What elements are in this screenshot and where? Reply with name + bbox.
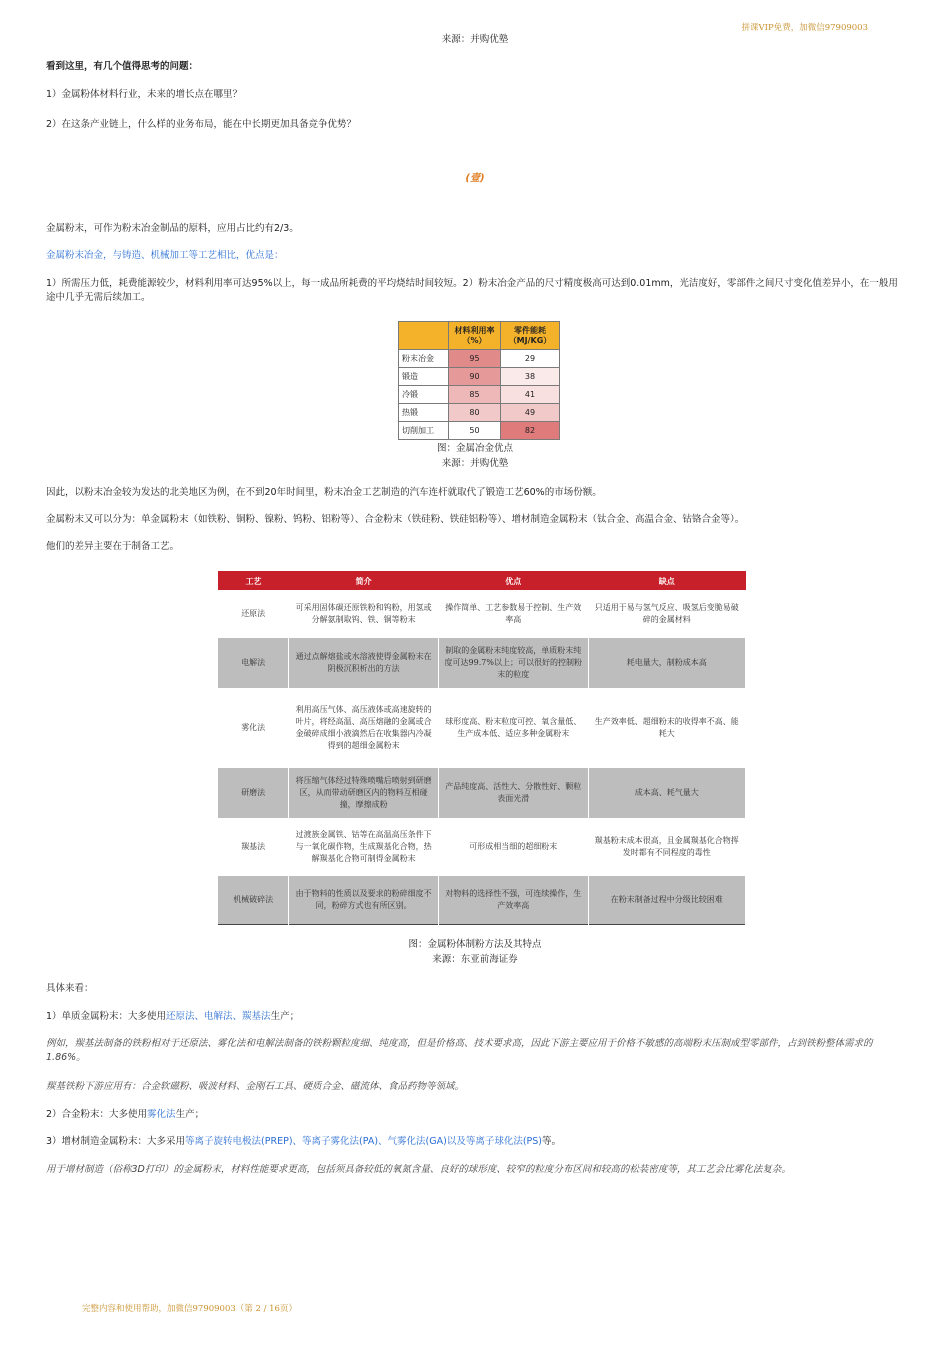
table2-cell-cons: 只适用于易与氢气反应、吸氢后变脆易破碎的金属材料 (588, 590, 745, 638)
table2-cell-pros: 产品纯度高、活性大、分散性好、颗粒表面光滑 (438, 768, 588, 818)
table2-header-cons: 缺点 (588, 571, 745, 590)
table1-cell-energy: 41 (501, 386, 560, 404)
questions-heading: 看到这里，有几个值得思考的问题： (46, 61, 199, 72)
figure-caption-2: 图：金属粉体制粉方法及其特点 (408, 939, 542, 950)
table1-row (399, 368, 560, 386)
table1-cell-name: 锻造 (399, 368, 449, 386)
single-metal-methods-link[interactable]: 还原法、电解法、羰基法 (166, 1011, 271, 1022)
table2-cell-intro: 将压缩气体经过特殊喷嘴后喷射到研磨区，从而带动研磨区内的物料互相碰撞，摩擦成粉 (289, 768, 439, 818)
top-watermark: 拼课VIP免费，加微信97909003 (741, 23, 868, 33)
question-1: 1）金属粉体材料行业，未来的增长点在哪里？ (46, 89, 243, 100)
alloy-text: 2）合金粉末：大多使用 (46, 1109, 148, 1120)
table1-cell-energy: 49 (501, 404, 560, 422)
table2-row (218, 768, 746, 818)
table2-cell-cons: 生产效率低、超细粉末的收得率不高、能耗大 (588, 688, 745, 768)
table1-row (399, 422, 560, 440)
table1-cell-utilization: 80 (449, 404, 501, 422)
source-label: 来源：并购优塾 (441, 34, 509, 45)
table2-row (218, 590, 746, 638)
paragraph-specifics: 具体来看： (46, 983, 94, 994)
table2-cell-pros: 可形成相当细的超细粉末 (438, 818, 588, 876)
table1-cell-energy: 82 (501, 422, 560, 440)
table2-cell-intro: 过渡族金属铁、钴等在高温高压条件下与一氧化碳作物，生成羰基化合物，热解羰基化合物可制得金属粉末 (289, 818, 439, 876)
table2-cell-process: 机械破碎法 (218, 876, 289, 924)
table2-cell-pros: 对物料的选择性不强，可连续操作，生产效率高 (438, 876, 588, 924)
paragraph-powder-intro: 金属粉末，可作为粉末冶金制品的原料，应用占比约有2/3。 (46, 223, 299, 234)
table2-cell-pros: 球形度高、粉末粒度可控、氧含量低、生产成本低、适应多种金属粉末 (438, 688, 588, 768)
table2-cell-intro: 通过点解熔盐或水溶液使得金属粉末在阴极沉积析出的方法 (289, 638, 439, 688)
table1-cell-utilization: 90 (449, 368, 501, 386)
table1-cell-utilization: 85 (449, 386, 501, 404)
table2-header-intro: 简介 (289, 571, 439, 590)
table1-cell-utilization: 95 (449, 350, 501, 368)
table2-header-pros: 优点 (438, 571, 588, 590)
table2-cell-process: 电解法 (218, 638, 289, 688)
table1-row (399, 386, 560, 404)
process-table (218, 571, 746, 925)
table1-header-blank (399, 322, 449, 350)
table1-cell-name: 切削加工 (399, 422, 449, 440)
paragraph-north-america: 因此，以粉末冶金较为发达的北美地区为例，在不到20年时间里，粉末冶金工艺制造的汽车连杆就取代了锻造工艺60%的市场份额。 (46, 487, 602, 498)
table2-cell-cons: 成本高、耗气量大 (588, 768, 745, 818)
table1-row (399, 404, 560, 422)
table2-cell-pros: 操作简单、工艺参数易于控制、生产效率高 (438, 590, 588, 638)
paragraph-single-metal (46, 1010, 906, 1024)
section-marker: (壹) (465, 173, 485, 184)
paragraph-advantages: 1）所需压力低，耗费能源较少，材料利用率可达95%以上，每一成品所耗费的平均烧结时间较短。2）粉末冶金产品的尺寸精度极高可达到0.01mm，光洁度好，零部件之间尺寸变化值差异小，在一般用途中几乎无需后续加工。 (46, 278, 898, 304)
alloy-method-link[interactable]: 雾化法 (147, 1109, 176, 1120)
single-metal-suffix: 生产； (270, 1011, 300, 1022)
table2-cell-cons: 在粉末制备过程中分级比较困难 (588, 876, 745, 924)
table2-cell-intro: 利用高压气体、高压液体或高速旋转的叶片，将经高温、高压熔融的金属或合金破碎成细小液滴然后在收集器内冷凝得到的超细金属粉末 (289, 688, 439, 768)
figure-source-1: 来源：并购优塾 (441, 458, 509, 469)
table1-header-utilization: 材料利用率（%） (449, 322, 501, 350)
table2-row (218, 876, 746, 924)
additive-suffix: 等。 (542, 1136, 562, 1147)
table2-row (218, 638, 746, 688)
table2-cell-process: 还原法 (218, 590, 289, 638)
page-footer: 完整内容和使用帮助，加微信97909003（第 2 / 16页） (82, 1304, 297, 1314)
table2-cell-cons: 耗电量大，制粉成本高 (588, 638, 745, 688)
table1-cell-name: 热锻 (399, 404, 449, 422)
table1-cell-utilization: 50 (449, 422, 501, 440)
figure-source-2: 来源：东亚前海证券 (432, 954, 518, 965)
table2-header-process: 工艺 (218, 571, 289, 590)
paragraph-3d-printing: 用于增材制造（俗称3D打印）的金属粉末，材料性能要求更高，包括须具备较低的氧氮含量、良好的球形度、较窄的粒度分布区间和较高的松装密度等，其工艺会比雾化法复杂。 (46, 1164, 791, 1175)
additive-text: 3）增材制造金属粉末：大多采用 (46, 1136, 186, 1147)
table2-cell-intro: 由于物料的性质以及要求的粉碎细度不同，粉碎方式也有所区别。 (289, 876, 439, 924)
table1-cell-name: 冷锻 (399, 386, 449, 404)
table2-cell-cons: 羰基粉末成本很高，且金属羰基化合物挥发时都有不同程度的毒性 (588, 818, 745, 876)
advantage-table (398, 321, 560, 440)
paragraph-carbonyl-uses: 羰基铁粉下游应用有：合金软磁粉、吸波材料、金刚石工具、硬质合金、磁流体、食品药物等领域。 (46, 1081, 465, 1092)
single-metal-text: 1）单质金属粉末：大多使用 (46, 1011, 167, 1022)
table2-cell-process: 雾化法 (218, 688, 289, 768)
table2-row (218, 688, 746, 768)
table1-header-energy: 零件能耗（MJ/KG） (501, 322, 560, 350)
paragraph-classification: 金属粉末又可以分为：单金属粉末（如铁粉、铜粉、镍粉、钨粉、铝粉等）、合金粉末（铁硅粉、铁硅铝粉等）、增材制造金属粉末（钛合金、高温合金、钴铬合金等）。 (46, 514, 745, 525)
table1-row (399, 350, 560, 368)
figure-caption-1: 图：金属冶金优点 (436, 443, 513, 454)
alloy-suffix: 生产； (175, 1109, 205, 1120)
question-2: 2）在这条产业链上，什么样的业务布局，能在中长期更加具备竞争优势？ (46, 119, 357, 130)
paragraph-alloy (46, 1108, 906, 1122)
table2-cell-process: 研磨法 (218, 768, 289, 818)
paragraph-difference: 他们的差异主要在于制备工艺。 (46, 541, 180, 552)
paragraph-carbonyl-example: 例如，羰基法制备的铁粉相对于还原法、雾化法和电解法制备的铁粉颗粒度细、纯度高，但是价格高、技术要求高，因此下游主要应用于价格不敏感的高端粉末压制成型零部件，占到铁粉整体需求的1.86%。 (46, 1038, 873, 1064)
table2-cell-process: 羰基法 (218, 818, 289, 876)
table2-cell-intro: 可采用固体碳还原铁粉和钨粉，用氢或分解氨制取钨、铁、铜等粉末 (289, 590, 439, 638)
table1-cell-energy: 29 (501, 350, 560, 368)
advantages-link[interactable]: 金属粉末冶金，与铸造、机械加工等工艺相比，优点是： (46, 250, 284, 261)
table2-cell-pros: 制取的金属粉末纯度较高，单质粉末纯度可达99.7%以上；可以很好的控制粉末的粒度 (438, 638, 588, 688)
table1-cell-energy: 38 (501, 368, 560, 386)
table1-cell-name: 粉末冶金 (399, 350, 449, 368)
additive-methods-link[interactable]: 等离子旋转电极法(PREP)、等离子雾化法(PA)、气雾化法(GA)以及等离子球化法(PS) (185, 1136, 542, 1147)
paragraph-additive (46, 1135, 906, 1149)
table2-row (218, 818, 746, 876)
